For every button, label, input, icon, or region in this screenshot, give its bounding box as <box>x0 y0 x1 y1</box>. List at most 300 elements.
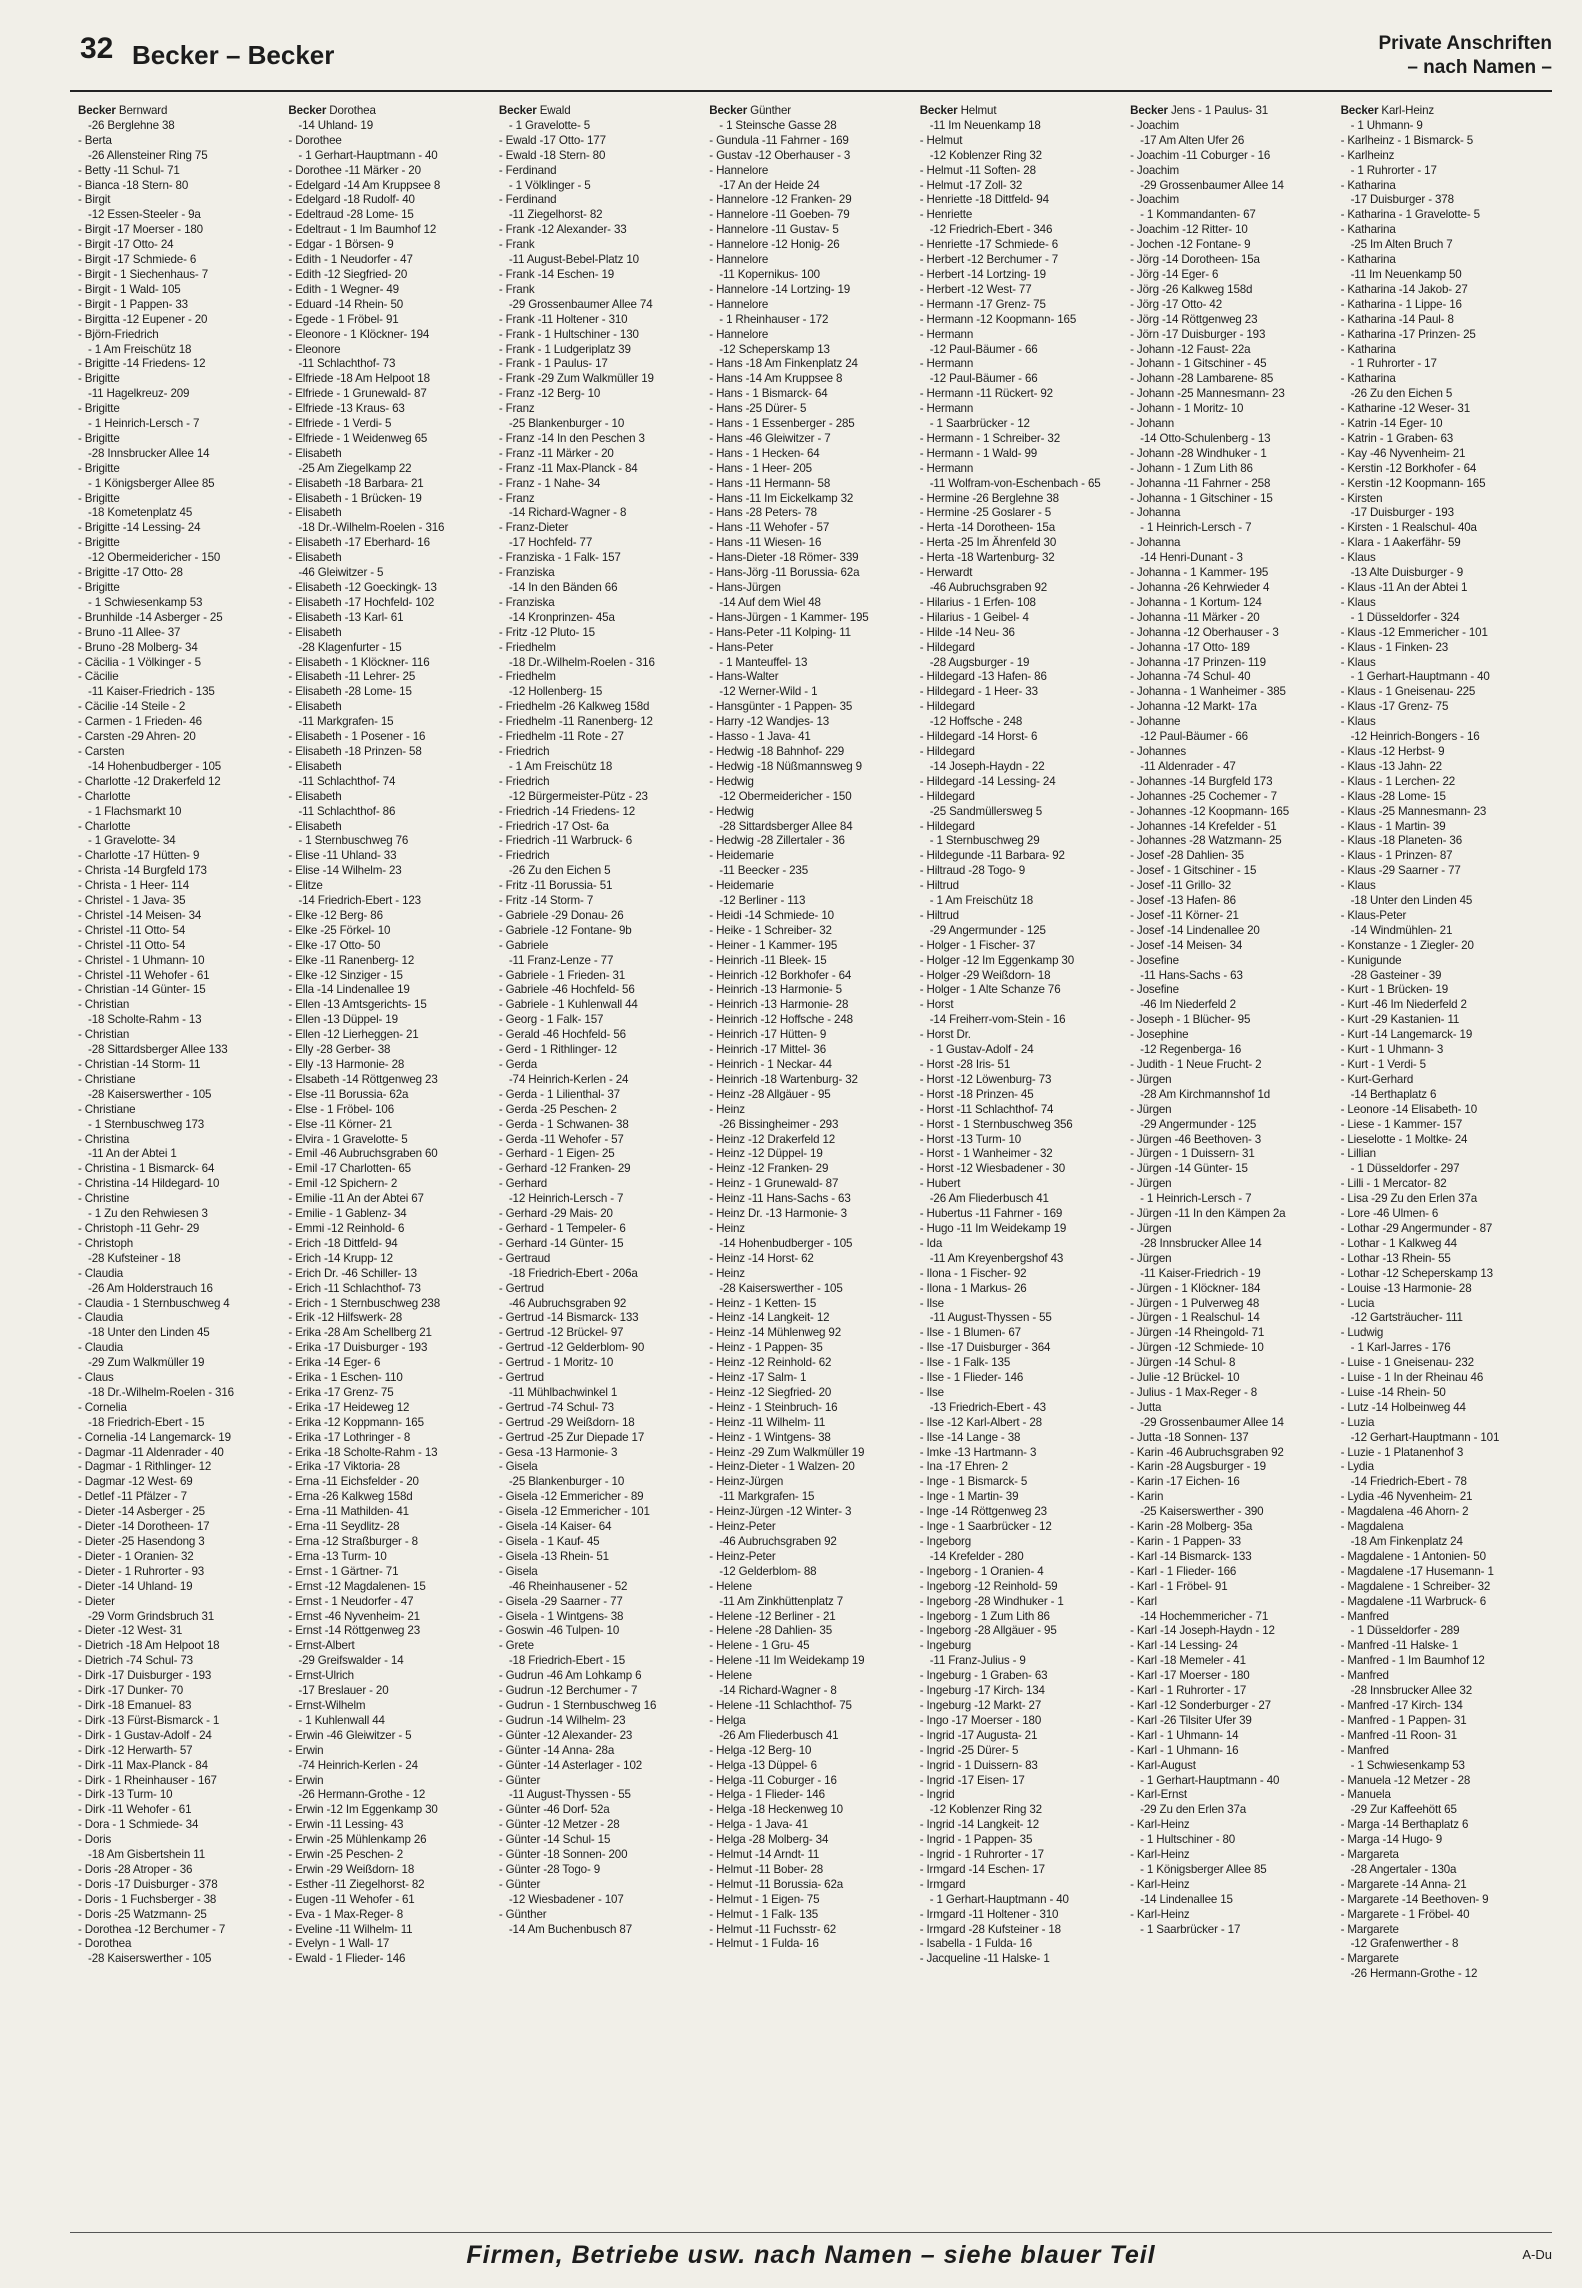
directory-entry <box>1341 1580 1543 1595</box>
directory-entry <box>709 1654 911 1669</box>
entry-name: - Hiltrud <box>919 879 959 893</box>
directory-entry <box>78 1401 280 1431</box>
directory-entry <box>78 1803 280 1818</box>
entry-name: - Brigitte <box>78 461 120 475</box>
directory-entry <box>920 1818 1122 1833</box>
entry-name: - Edith -12 Siegfried- 20 <box>288 267 408 281</box>
entry-name: - Gisela -13 Rhein- 51 <box>498 1549 609 1563</box>
directory-entry <box>1130 417 1332 447</box>
directory-entry <box>78 238 280 253</box>
entry-name: - Gudrun - 1 Sternbuschweg 16 <box>498 1698 657 1712</box>
directory-entry <box>288 417 490 432</box>
entry-name: - Gudrun -12 Berchumer - 7 <box>498 1684 638 1698</box>
entry-name: - Manuela -12 Metzer - 28 <box>1340 1773 1471 1787</box>
directory-entry <box>1341 1520 1543 1550</box>
entry-name: - Manfred - 1 Im Baumhof 12 <box>1340 1654 1485 1668</box>
entry-name: - Dieter -25 Hasendong 3 <box>78 1535 205 1548</box>
directory-entry <box>1130 1371 1332 1386</box>
entry-address: -28 Am Kirchmannshof 1d <box>1140 1087 1271 1101</box>
entry-name: - Helga -18 Heckenweg 10 <box>709 1803 843 1817</box>
entry-name: - Katharina - 1 Lippe- 16 <box>1340 297 1462 311</box>
entry-name: - Hedwig -18 Bahnhof- 229 <box>709 744 845 758</box>
directory-entry <box>920 1460 1122 1475</box>
entry-name: - Ingrid <box>919 1788 955 1802</box>
entry-name: - Elisabeth - 1 Brücken- 19 <box>288 491 422 505</box>
entry-address: -29 Angermunder - 125 <box>929 923 1046 937</box>
entry-name: - Hildegard <box>919 700 975 714</box>
entry-name: - Jutta -18 Sonnen- 137 <box>1130 1430 1249 1444</box>
entry-address: -14 Berthaplatz 6 <box>1350 1087 1437 1101</box>
directory-entry <box>709 283 911 298</box>
entry-address: -12 Paul-Bäumer - 66 <box>1140 730 1248 744</box>
directory-entry <box>920 1386 1122 1416</box>
entry-name: - Hedwig <box>709 804 754 818</box>
directory-entry <box>78 1490 280 1505</box>
directory-entry <box>1341 1923 1543 1953</box>
directory-entry <box>78 268 280 283</box>
entry-address: - 1 Sternbuschweg 29 <box>929 834 1040 848</box>
entry-name: - Gisela - 1 Wintgens- 38 <box>498 1609 624 1623</box>
directory-entry <box>78 1937 280 1967</box>
directory-entry <box>78 298 280 313</box>
entry-name: - Fritz -14 Storm- 7 <box>498 894 594 908</box>
directory-entry <box>1130 1103 1332 1133</box>
directory-entry <box>499 1535 701 1550</box>
entry-name: - Ida <box>919 1236 943 1250</box>
entry-name: - Ilse -14 Lange - 38 <box>919 1430 1021 1444</box>
entry-name: - Ingrid -25 Dürer- 5 <box>919 1743 1019 1757</box>
entry-name: - Gerda -25 Peschen- 2 <box>498 1102 617 1116</box>
directory-entry <box>709 298 911 328</box>
entry-name: - Johanna -11 Fahrner - 258 <box>1130 476 1271 490</box>
directory-entry <box>1341 581 1543 596</box>
directory-entry <box>499 1282 701 1312</box>
entry-name: - Erich Dr. -46 Schiller- 13 <box>288 1266 417 1280</box>
entry-name: - Hans - 1 Hecken- 64 <box>709 446 820 460</box>
entry-name: - Heinz-Jürgen <box>709 1475 784 1489</box>
entry-name: - Heinz - 1 Steinbruch- 16 <box>709 1400 838 1414</box>
directory-entry <box>78 1923 280 1938</box>
directory-column <box>709 104 911 2184</box>
directory-entry <box>288 343 490 373</box>
entry-name: - Katharina - 1 Gravelotte- 5 <box>1340 208 1480 222</box>
directory-entry <box>709 1788 911 1803</box>
entry-address: -29 Angermunder - 125 <box>1140 1117 1257 1131</box>
entry-name: - Hannelore -11 Gustav- 5 <box>709 223 839 237</box>
entry-name: - Friedrich -14 Friedens- 12 <box>498 804 636 818</box>
entry-address: -12 Gerhart-Hauptmann - 101 <box>1350 1430 1500 1444</box>
entry-name: - Eleonore - 1 Klöckner- 194 <box>288 327 430 341</box>
entry-name: - Christina - 1 Bismarck- 64 <box>78 1162 215 1176</box>
directory-entry <box>1130 611 1332 626</box>
directory-entry <box>709 641 911 671</box>
directory-entry <box>288 1297 490 1312</box>
entry-name: - Christian -14 Günter- 15 <box>78 983 206 997</box>
entry-name: - Marga -14 Berthaplatz 6 <box>1340 1818 1469 1832</box>
entry-name: - Helga - 1 Java- 41 <box>709 1818 809 1832</box>
entry-name: - Heinrich -11 Bleek- 15 <box>709 953 827 967</box>
entry-name: - Jürgen -46 Beethoven- 3 <box>1130 1132 1262 1146</box>
entry-address: -11 Schlachthof- 74 <box>298 774 396 788</box>
directory-entry <box>1341 656 1543 686</box>
directory-entry <box>1341 283 1543 298</box>
directory-column <box>499 104 701 2184</box>
entry-name: - Doris <box>78 1833 112 1847</box>
directory-entry <box>78 1237 280 1267</box>
directory-entry <box>78 1729 280 1744</box>
entry-name: - Heinz - 1 Ketten- 15 <box>709 1296 817 1310</box>
directory-entry <box>499 1401 701 1416</box>
entry-name: - Helene <box>709 1669 752 1683</box>
entry-name: - Josef -11 Körner- 21 <box>1130 908 1239 922</box>
directory-entry <box>288 447 490 477</box>
directory-entry <box>709 1923 911 1938</box>
entry-name: - Heinz -29 Zum Walkmüller 19 <box>709 1445 865 1459</box>
entry-name: - Friedrich <box>498 774 550 788</box>
entry-name: - Heinz-Peter <box>709 1549 776 1563</box>
directory-entry <box>499 566 701 596</box>
directory-entry <box>920 164 1122 179</box>
entry-name: - Klaus <box>1340 715 1376 729</box>
directory-entry <box>288 223 490 238</box>
entry-name: - Brigitte -14 Friedens- 12 <box>78 357 206 371</box>
directory-entry <box>920 879 1122 909</box>
directory-entry <box>1130 1550 1332 1565</box>
page-header <box>70 30 1552 92</box>
entry-name: - Emil -17 Charlotten- 65 <box>288 1162 411 1176</box>
entry-name: - Heike - 1 Schreiber- 32 <box>709 923 832 937</box>
directory-entry <box>288 1341 490 1356</box>
entry-name: - Katharina -17 Prinzen- 25 <box>1340 327 1476 341</box>
entry-address: -11 Markgrafen- 15 <box>719 1490 815 1504</box>
directory-entry <box>499 834 701 849</box>
directory-entry <box>288 1177 490 1192</box>
entry-name: - Dieter -14 Asberger - 25 <box>78 1505 205 1519</box>
entry-name: - Johanne <box>1130 715 1181 729</box>
entry-address: - 1 Sternbuschweg 173 <box>88 1117 205 1131</box>
entry-name: Jens - 1 Paulus- 31 <box>1171 104 1269 117</box>
directory-entry <box>288 1147 490 1162</box>
entry-address: - 1 Manteuffel- 13 <box>719 655 808 669</box>
directory-entry <box>78 134 280 164</box>
directory-entry <box>709 670 911 700</box>
directory-entry <box>920 1237 1122 1267</box>
directory-entry <box>288 1550 490 1565</box>
entry-name: - Hans-Jürgen <box>709 581 781 594</box>
directory-entry <box>1130 1788 1332 1818</box>
directory-entry <box>1341 775 1543 790</box>
directory-entry <box>709 626 911 641</box>
entry-name: - Christa - 1 Heer- 114 <box>78 879 190 893</box>
entry-name: - Elisabeth <box>288 625 342 639</box>
entry-name: - Horst -12 Wiesbadener - 30 <box>919 1162 1065 1176</box>
entry-name: - Horst Dr. <box>919 1028 971 1042</box>
entry-name: - Günther <box>498 1907 547 1921</box>
entry-name: - Herta -14 Dorotheen- 15a <box>919 521 1056 535</box>
entry-name: - Gertrud -29 Weißdorn- 18 <box>498 1415 635 1429</box>
entry-name: - Erna -11 Seydlitz- 28 <box>288 1520 400 1534</box>
entry-address: -11 Aldenrader - 47 <box>1140 759 1236 773</box>
directory-entry <box>499 193 701 223</box>
entry-name: - Detlef -11 Pfälzer - 7 <box>78 1490 187 1504</box>
entry-address: -26 Am Fliederbusch 41 <box>719 1728 839 1742</box>
directory-entry <box>1341 477 1543 492</box>
directory-entry <box>1130 1595 1332 1625</box>
entry-address: - 1 Flachsmarkt 10 <box>88 804 182 818</box>
entry-name: - Ingeburg <box>919 1639 972 1653</box>
entry-address: -14 Krefelder - 280 <box>929 1549 1024 1563</box>
entry-name: - Lieselotte - 1 Moltke- 24 <box>1340 1132 1468 1146</box>
directory-entry <box>1130 1848 1332 1878</box>
entry-name: - Heidi -14 Schmiede- 10 <box>709 908 834 922</box>
directory-entry <box>78 402 280 432</box>
directory-entry <box>920 1341 1122 1356</box>
entry-name: - Elisabeth <box>288 446 342 460</box>
entry-name: - Franziska - 1 Falk- 157 <box>498 551 621 565</box>
directory-entry <box>78 849 280 864</box>
entry-name: - Karl - 1 Ruhrorter - 17 <box>1130 1684 1247 1698</box>
directory-entry <box>499 343 701 358</box>
entry-name: - Jürgen - 1 Klöckner- 184 <box>1130 1281 1261 1295</box>
entry-name: - Karl - 1 Uhmann- 14 <box>1130 1728 1239 1742</box>
directory-entry <box>288 1535 490 1550</box>
directory-entry <box>709 1893 911 1908</box>
directory-entry <box>78 432 280 462</box>
directory-entry <box>288 1908 490 1923</box>
entry-name: - Jacqueline -11 Halske- 1 <box>919 1952 1050 1966</box>
directory-entry <box>920 685 1122 700</box>
entry-name: - Birgit - 1 Wald- 105 <box>78 282 181 296</box>
directory-entry <box>1130 1297 1332 1312</box>
entry-address: -28 Kaiserswerther - 105 <box>88 1087 212 1101</box>
directory-entry <box>1341 328 1543 343</box>
entry-name: - Magdalene - 1 Schreiber- 32 <box>1340 1579 1491 1593</box>
entry-name: - Hans-Jörg -11 Borussia- 62a <box>709 566 860 580</box>
directory-entry <box>288 1073 490 1088</box>
entry-name: - Jörg -14 Röttgenweg 23 <box>1130 312 1258 326</box>
entry-name: - Johanna -17 Prinzen- 119 <box>1130 655 1266 669</box>
entry-name: - Henriette <box>919 208 973 222</box>
entry-address: - 1 Königsberger Allee 85 <box>1140 1862 1267 1876</box>
entry-name: - Erwin -29 Weißdorn- 18 <box>288 1862 415 1876</box>
entry-address: - 1 Heinrich-Lersch - 7 <box>1140 521 1252 535</box>
directory-entry <box>920 1073 1122 1088</box>
entry-name: - Ernst -46 Nyvenheim- 21 <box>288 1609 420 1623</box>
entry-name: - Christel -11 Otto- 54 <box>78 938 186 952</box>
entry-name: - Betty -11 Schul- 71 <box>78 163 180 177</box>
directory-entry <box>709 1013 911 1028</box>
directory-entry <box>1130 1490 1332 1520</box>
directory-entry <box>1341 462 1543 477</box>
directory-entry <box>920 1863 1122 1878</box>
entry-name: - Erna -12 Straßburger - 8 <box>288 1535 418 1548</box>
entry-address: -28 Innsbrucker Allee 32 <box>1350 1684 1472 1698</box>
entry-name: - Edeltraut - 1 Im Baumhof 12 <box>288 223 437 237</box>
directory-entry <box>1341 1848 1543 1878</box>
directory-entry <box>499 521 701 551</box>
directory-entry <box>1130 1818 1332 1848</box>
entry-address: -11 Beecker - 235 <box>719 864 809 878</box>
entry-name: - Else -11 Körner- 21 <box>288 1117 393 1131</box>
entry-name: - Elisabeth -28 Lome- 15 <box>288 685 412 699</box>
footer-note: Firmen, Betriebe usw. nach Namen – siehe blauer Teil <box>466 2241 1156 2269</box>
entry-name: - Ingeborg <box>919 1535 972 1548</box>
entry-name: - Berta <box>78 133 112 147</box>
directory-entry <box>1130 1639 1332 1654</box>
directory-entry <box>288 864 490 879</box>
entry-name: - Joseph - 1 Blücher- 95 <box>1130 1013 1251 1027</box>
directory-entry <box>709 447 911 462</box>
entry-name: - Brigitte -14 Lessing- 24 <box>78 521 201 535</box>
entry-name: - Karl -14 Joseph-Haydn - 12 <box>1130 1624 1275 1638</box>
directory-entry <box>499 894 701 909</box>
entry-name: - Friedrich -11 Warbruck- 6 <box>498 834 633 848</box>
entry-address: -12 Heinrich-Lersch - 7 <box>508 1192 624 1206</box>
directory-entry <box>709 969 911 984</box>
directory-entry <box>78 1908 280 1923</box>
directory-entry <box>1341 313 1543 328</box>
directory-entry <box>1130 447 1332 462</box>
entry-name: - Ilona - 1 Fischer- 92 <box>919 1266 1027 1280</box>
directory-entry <box>1341 134 1543 149</box>
entry-name: - Ilse - 1 Blumen- 67 <box>919 1326 1021 1340</box>
directory-entry <box>709 357 911 372</box>
directory-entry <box>1341 1654 1543 1669</box>
entry-address: - 1 Uhmann- 9 <box>1350 118 1423 132</box>
entry-name: - Klaus -18 Planeten- 36 <box>1340 834 1462 848</box>
directory-entry <box>288 387 490 402</box>
directory-entry <box>1341 1207 1543 1222</box>
entry-name: - Erich -18 Dittfeld- 94 <box>288 1236 398 1250</box>
surname-heading: Becker <box>709 104 748 117</box>
entry-name: - Gabriele - 1 Frieden- 31 <box>498 968 626 982</box>
directory-entry <box>78 894 280 909</box>
directory-entry <box>288 790 490 820</box>
page-number: 32 <box>80 32 114 65</box>
directory-entry <box>499 1610 701 1625</box>
entry-name: - Christel - 1 Uhmann- 10 <box>78 953 205 967</box>
directory-entry <box>709 1669 911 1699</box>
entry-name: - Jürgen -14 Schul- 8 <box>1130 1356 1236 1370</box>
directory-entry <box>709 1714 911 1744</box>
directory-entry <box>288 1207 490 1222</box>
directory-entry <box>1130 626 1332 641</box>
directory-entry <box>1130 566 1332 581</box>
entry-address: -26 Hermann-Grothe - 12 <box>298 1788 426 1802</box>
directory-entry <box>499 1669 701 1684</box>
directory-entry <box>709 983 911 998</box>
entry-name: - Erna -13 Turm- 10 <box>288 1549 387 1563</box>
entry-name: - Helmut -17 Zoll- 32 <box>919 178 1023 192</box>
directory-entry <box>1341 1326 1543 1356</box>
directory-entry <box>1130 1073 1332 1103</box>
entry-name: - Ilse - 1 Flieder- 146 <box>919 1371 1024 1385</box>
directory-entry <box>709 1401 911 1416</box>
entry-name: - Ingeborg -28 Windhuker - 1 <box>919 1594 1064 1608</box>
entry-name: - Hannelore -14 Lortzing- 19 <box>709 282 851 296</box>
directory-entry <box>288 685 490 700</box>
directory-entry <box>709 1386 911 1401</box>
directory-entry <box>288 1595 490 1610</box>
entry-name: - Manfred <box>1340 1669 1389 1683</box>
entry-name: - Birgit -17 Moerser - 180 <box>78 223 203 237</box>
directory-entry <box>499 164 701 194</box>
entry-name: - Heinrich -12 Borkhofer - 64 <box>709 968 852 982</box>
entry-name: - Frank - 1 Ludgeriplatz 39 <box>498 342 631 356</box>
entry-address: - 1 Ruhrorter - 17 <box>1350 357 1437 371</box>
entry-name: - Irmgard -28 Kufsteiner - 18 <box>919 1922 1061 1936</box>
entry-name: - Ferdinand <box>498 193 557 207</box>
entry-name: - Christian <box>78 1028 130 1042</box>
directory-entry <box>920 700 1122 730</box>
entry-name: - Helmut - 1 Fulda- 16 <box>709 1937 819 1951</box>
directory-entry <box>288 193 490 208</box>
entry-address: -14 Hohenbudberger - 105 <box>719 1236 853 1250</box>
entry-name: - Erika -14 Eger- 6 <box>288 1356 381 1370</box>
entry-name: - Ingeborg -12 Reinhold- 59 <box>919 1579 1058 1593</box>
entry-name: - Lydia -46 Nyvenheim- 21 <box>1340 1490 1473 1504</box>
directory-entry <box>1341 521 1543 536</box>
directory-entry <box>709 1803 911 1818</box>
entry-name: - Hermine -25 Goslarer - 5 <box>919 506 1052 520</box>
entry-name: - Ina -17 Ehren- 2 <box>919 1460 1008 1474</box>
directory-entry <box>1341 1118 1543 1133</box>
entry-name: - Kirsten - 1 Realschul- 40a <box>1340 521 1477 535</box>
entry-name: - Gerhard - 1 Eigen- 25 <box>498 1147 615 1161</box>
entry-name: - Gustav -12 Oberhauser - 3 <box>709 148 851 162</box>
entry-name: - Elisabeth <box>288 506 342 520</box>
entry-name: - Hildegard <box>919 789 975 803</box>
directory-entry <box>1130 909 1332 924</box>
entry-name: - Magdalene -17 Husemann- 1 <box>1340 1564 1494 1578</box>
surname-heading: Becker <box>78 104 116 117</box>
directory-entry <box>78 641 280 656</box>
entry-name: - Erich - 1 Sternbuschweg 238 <box>288 1296 441 1310</box>
directory-entry <box>1341 879 1543 909</box>
entry-name: - Gerda <box>498 1058 538 1071</box>
directory-entry <box>920 1207 1122 1222</box>
entry-name: - Heinz-Peter <box>709 1520 776 1534</box>
directory-entry <box>499 1505 701 1520</box>
entry-name: - Franz -12 Berg- 10 <box>498 387 601 401</box>
directory-entry <box>78 1654 280 1669</box>
entry-name: - Manfred -11 Roon- 31 <box>1340 1728 1457 1742</box>
entry-name: - Heinz -14 Horst- 62 <box>709 1251 814 1265</box>
entry-name: - Erika -17 Heideweg 12 <box>288 1400 410 1414</box>
entry-name: - Karl -17 Moerser - 180 <box>1130 1669 1250 1683</box>
directory-entry <box>1341 1416 1543 1446</box>
entry-address: -25 Sandmüllersweg 5 <box>929 804 1043 818</box>
entry-name: - Emmi -12 Reinhold- 6 <box>288 1221 405 1235</box>
directory-entry <box>78 283 280 298</box>
directory-entry <box>499 730 701 745</box>
directory-entry <box>499 1058 701 1088</box>
directory-entry <box>78 1595 280 1625</box>
entry-address: -12 Obermeidericher - 150 <box>88 551 221 565</box>
entry-address: -12 Scheperskamp 13 <box>719 342 830 356</box>
directory-entry <box>78 1133 280 1163</box>
entry-name: - Julie -12 Brückel- 10 <box>1130 1371 1240 1385</box>
directory-entry <box>920 611 1122 626</box>
entry-name: - Karl -18 Memeler - 41 <box>1130 1654 1246 1668</box>
directory-entry <box>920 1639 1122 1669</box>
entry-name: - Hildegard - 1 Heer- 33 <box>919 685 1038 699</box>
directory-entry <box>1130 164 1332 194</box>
directory-entry <box>499 268 701 283</box>
entry-name: - Hilarius - 1 Erfen- 108 <box>919 595 1036 609</box>
directory-entry <box>920 313 1122 328</box>
entry-name: - Elise -11 Uhland- 33 <box>288 849 397 863</box>
